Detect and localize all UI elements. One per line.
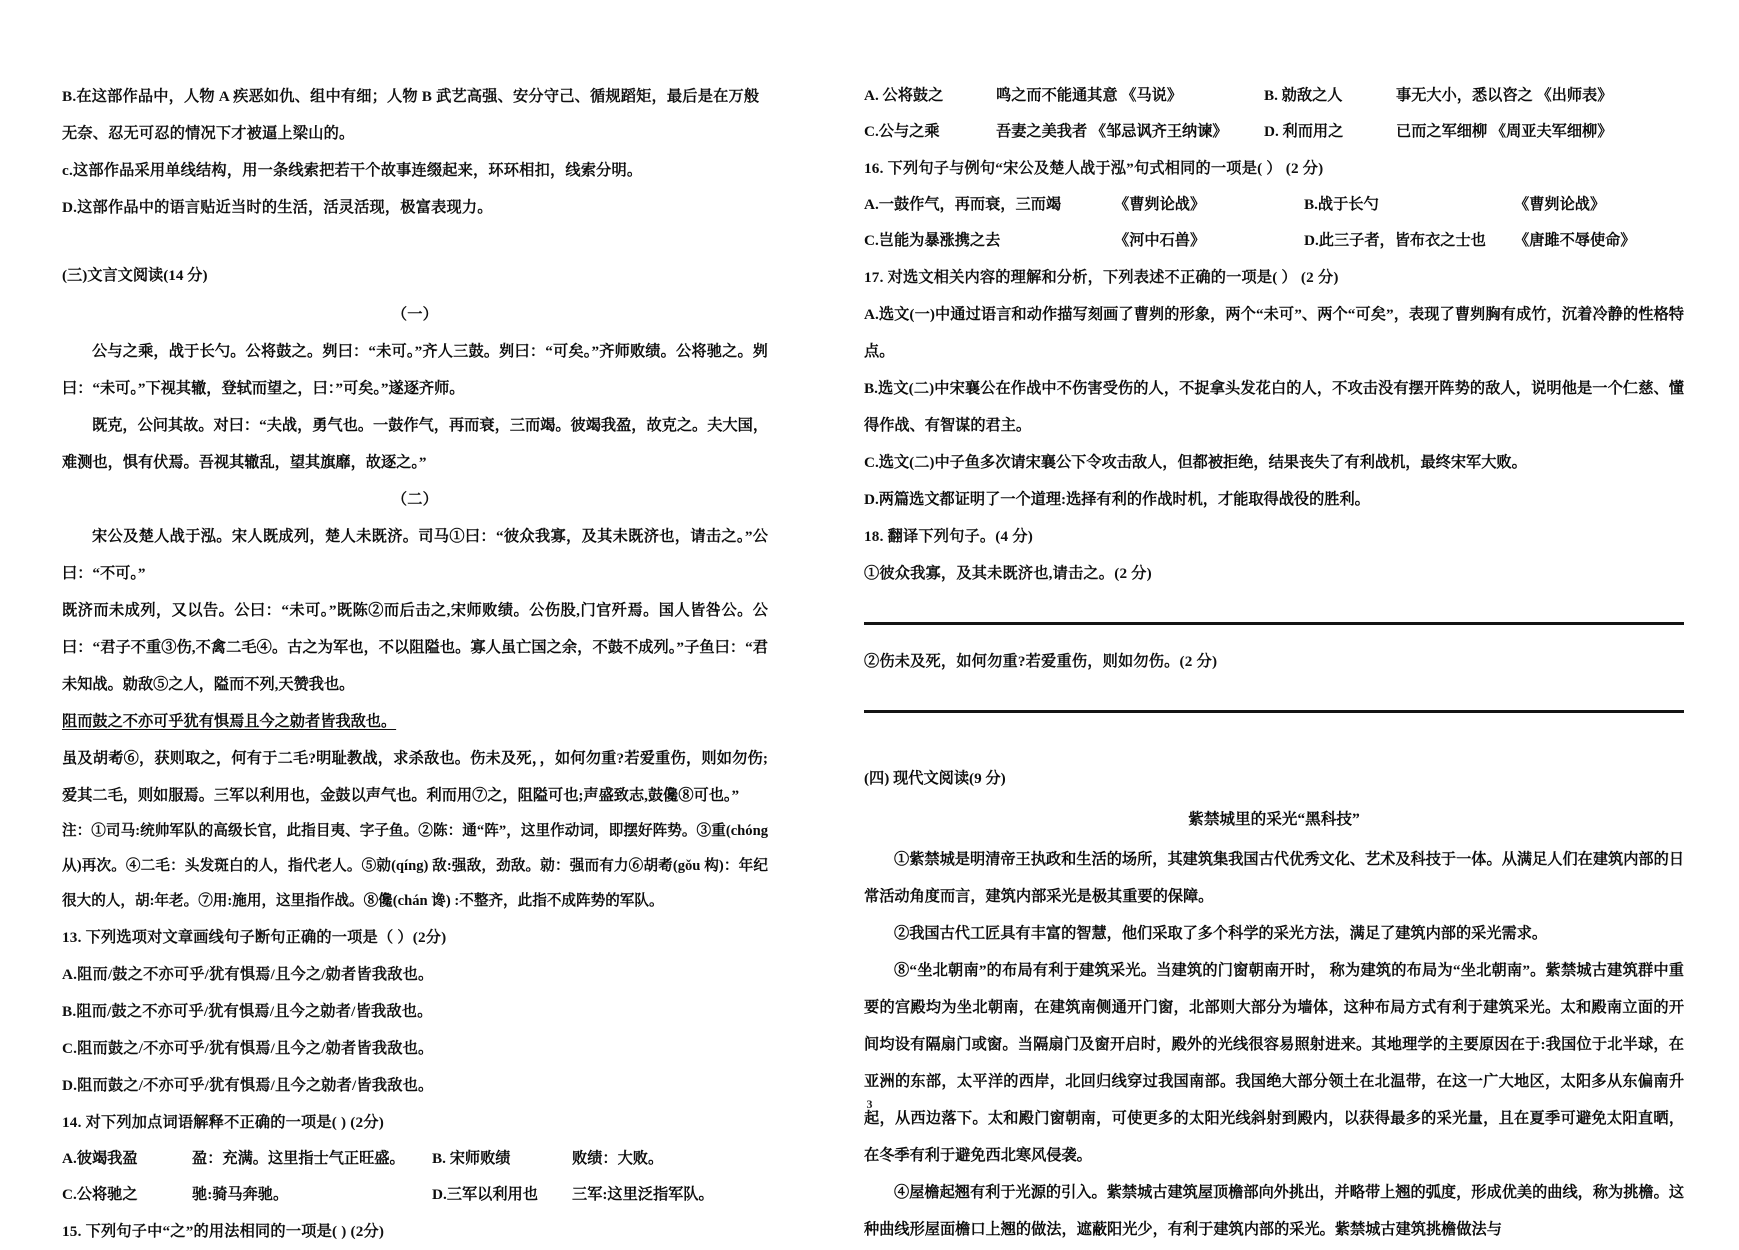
passage-two-notes: 注：①司马:统帅军队的高级长官，此指目夷、字子鱼。②陈：通“阵”，这里作动词，即摆好阵势。③重(chóng 从)再次。④二毛：头发斑白的人，指代老人。⑤勍(qíng) 敌:强敌，劲敌。勍：强而有力⑥胡耇(gǒu 构)：年纪很大的人，胡:年老。⑦用:施用，这里指作战。⑧儳(chán 谗) :不整齐，此指不成阵势的军队。 [62,823,768,909]
question-14-stem: 14. 对下列加点词语解释不正确的一项是( ) (2分) [62,1114,384,1131]
question-15-stem: 15. 下列句子中“之”的用法相同的一项是( ) (2分) [62,1223,385,1240]
question-14-row-1 [62,1141,768,1177]
right-column [864,78,1684,1238]
question-13-option-d[interactable]: D.阻而鼓之/不亦可乎/犹有惧焉/且今之勍者/皆我敌也。 [62,1077,434,1094]
modern-passage-para-2: ②我国古代工匠具有丰富的智慧，他们采取了多个科学的采光方法，满足了建筑内部的采光需求。 [894,925,1548,942]
question-15-option-d[interactable]: D. 利而用之 [1264,123,1344,140]
passage-one-para-2: 既克，公问其故。对曰：“夫战，勇气也。一鼓作气，再而衰，三而竭。彼竭我盈，故克之。夫大国，难测也，惧有伏焉。吾视其辙乱，望其旗靡，故逐之。” [62,417,768,471]
passage-two-label: （二） [391,491,439,508]
spacer [864,713,1684,759]
question-17-option-d[interactable]: D.两篇选文都证明了一个道理:选择有利的作战时机，才能取得战役的胜利。 [864,491,1370,508]
question-14-option-d[interactable]: D.三军以利用也 [432,1186,538,1203]
question-15-option-c-example: 吾妻之美我者 《邹忌讽齐王纳谏》 [996,123,1228,140]
question-16-row-2 [864,223,1684,259]
question-17-option-a[interactable]: A.选文(一)中通过语言和动作描写刻画了曹刿的形象，两个“未可”、两个“可矣”，表现了曹刿胸有成竹，沉着冷静的性格特点。 [864,306,1684,360]
question-17-stem: 17. 对选文相关内容的理解和分析，下列表述不正确的一项是( ） (2 分) [864,269,1339,286]
question-15-row-1 [864,78,1684,114]
question-16-option-b[interactable]: B.战于长勺 [1304,196,1379,213]
question-15-option-a[interactable]: A. 公将鼓之 [864,87,944,104]
question-16-option-b-source: 《曹刿论战》 [1514,196,1606,213]
section-heading-classical-chinese: (三)文言文阅读(14 分) [62,267,208,284]
passage-one-para-1: 公与之乘，战于长勺。公将鼓之。刿曰：“未可。”齐人三鼓。刿曰：“可矣。”齐师败绩。公将驰之。刿曰：“未可。”下视其辙，登轼而望之，曰：”可矣。”遂逐齐师。 [62,343,768,397]
question-14-option-b[interactable]: B. 宋师败绩 [432,1150,511,1167]
question-13-option-b[interactable]: B.阻而/鼓之不亦可乎/犹有惧焉/且今之勍者/皆我敌也。 [62,1003,433,1020]
page-number: 3 [866,1097,873,1111]
left-column [62,78,768,1240]
question-13-stem: 13. 下列选项对文章画线句子断句正确的一项是（ ）(2分) [62,929,447,946]
passage-one-label: （一） [391,306,439,323]
option-b-line1: B.在这部作品中，人物 A 疾恶如仇、组中有细；人物 B 武艺高强、安分守己、循规蹈矩，最后是在万般 [62,88,760,105]
question-14-option-c[interactable]: C.公将驰之 [62,1186,138,1203]
question-14-row-2 [62,1177,768,1213]
passage-two-para-2: 既济而未成列，又以告。公曰：“未可。”既陈②而后击之,宋师败绩。公伤股,门官歼焉。国人皆咎公。公曰：“君子不重③伤,不禽二毛④。古之为军也，不以阻隘也。寡人虽亡国之余，不鼓不成列。”子鱼曰：“君未知战。勍敌⑤之人，隘而不列,天赞我也。 [62,602,768,693]
question-17-option-b[interactable]: B.选文(二)中宋襄公在作战中不伤害受伤的人，不捉拿头发花白的人，不攻击没有摆开阵势的敌人，说明他是一个仁慈、懂得作战、有智谋的君主。 [864,380,1684,434]
passage-two-para-1: 宋公及楚人战于泓。宋人既成列，楚人未既济。司马①曰：“彼众我寡，及其未既济也，请击之。”公曰：“不可。” [62,528,768,582]
question-16-stem: 16. 下列句子与例句“宋公及楚人战于泓”句式相同的一项是( ） (2 分) [864,160,1324,177]
question-14-option-a[interactable]: A.彼竭我盈 [62,1150,138,1167]
option-c-line: c.这部作品采用单线结构，用一条线索把若干个故事连缀起来，环环相扣，线索分明。 [62,162,643,179]
question-15-row-2 [864,114,1684,150]
question-16-option-d-source: 《唐雎不辱使命》 [1514,232,1636,249]
question-16-option-c-source: 《河中石兽》 [1114,232,1206,249]
question-15-option-c[interactable]: C.公与之乘 [864,123,940,140]
modern-passage-para-1: ①紫禁城是明清帝王执政和生活的场所，其建筑集我国古代优秀文化、艺术及科技于一体。从满足人们在建筑内部的日常活动角度而言，建筑内部采光是极其重要的保障。 [864,851,1684,905]
question-16-option-c[interactable]: C.岂能为暴涨携之去 [864,232,1001,249]
question-17-option-c[interactable]: C.选文(二)中子鱼多次请宋襄公下令攻击敌人，但都被拒绝，结果丧失了有利战机，最终宋军大败。 [864,454,1527,471]
question-14-option-c-gloss: 驰:骑马奔驰。 [192,1186,289,1203]
modern-passage-title: 紫禁城里的采光“黑科技” [1188,811,1360,828]
question-14-option-b-gloss: 败绩：大败。 [572,1150,664,1167]
question-16-row-1 [864,187,1684,223]
question-16-option-a-source: 《曹刿论战》 [1114,196,1206,213]
question-18-item-1: ①彼众我寡，及其未既济也,请击之。(2 分) [864,565,1152,582]
passage-two-underlined-sentence: 阻而鼓之不亦可乎犹有惧焉且今之勍者皆我敌也。 [62,713,397,730]
passage-two-para-3: 虽及胡耇⑥，获则取之，何有于二毛?明耻教战，求杀敌也。伤未及死，，如何勿重?若爱重伤，则如勿伤;爱其二毛，则如服焉。三军以利用也，金鼓以声气也。利而用⑦之，阻隘可也;声盛致志,鼓儳⑧可也。” [62,750,768,804]
option-d-line: D.这部作品中的语言贴近当时的生活，活灵活现，极富表现力。 [62,199,493,216]
question-15-option-b-example: 事无大小，悉以咨之 《出师表》 [1396,87,1613,104]
question-18-stem: 18. 翻译下列句子。(4 分) [864,528,1033,545]
question-15-option-d-example: 已而之军细柳 《周亚夫军细柳》 [1396,123,1613,140]
question-18-item-2: ②伤未及死，如何勿重?若爱重伤，则如勿伤。(2 分) [864,653,1218,670]
modern-passage-para-4: ④屋檐起翘有利于光源的引入。紫禁城古建筑屋顶檐部向外挑出，并略带上翘的弧度，形成优美的曲线，称为挑檐。这种曲线形屋面檐口上翘的做法，遮蔽阳光少，有利于建筑内部的采光。紫禁城古建筑挑檐做法与 [864,1184,1684,1238]
question-13-option-a[interactable]: A.阻而/鼓之不亦可乎/犹有惧焉/且今之/勍者皆我敌也。 [62,966,434,983]
question-16-option-d[interactable]: D.此三子者，皆布衣之士也 [1304,232,1486,249]
question-14-option-a-gloss: 盈：充满。这里指士气正旺盛。 [192,1150,405,1167]
option-b-line2: 无奈、忍无可忍的情况下才被逼上梁山的。 [62,125,355,142]
question-15-option-b[interactable]: B. 勍敌之人 [1264,87,1343,104]
spacer [62,226,768,256]
question-15-option-a-example: 鸣之而不能通其意 《马说》 [996,87,1183,104]
spacer [864,625,1684,643]
question-14-option-d-gloss: 三军:这里泛指军队。 [572,1186,714,1203]
question-16-option-a[interactable]: A.一鼓作气，再而衰，三而竭 [864,196,1062,213]
question-13-option-c[interactable]: C.阻而鼓之/不亦可乎/犹有惧焉/且今之/勍者皆我敌也。 [62,1040,434,1057]
section-heading-modern-reading: (四) 现代文阅读(9 分) [864,770,1006,787]
modern-passage-para-3: ⑧“坐北朝南”的布局有利于建筑采光。当建筑的门窗朝南开时， 称为建筑的布局为“坐北朝南”。紫禁城古建筑群中重要的宫殿均为坐北朝南，在建筑南侧通开门窗，北部则大部分为墙体，这种布局方式有利于建筑采光。太和殿南立面的开间均设有隔扇门或窗。当隔扇门及窗开启时，殿外的光线很容易照射进来。其地理学的主要原因在于:我国位于北半球，在亚洲的东部，太平洋的西岸，北回归线穿过我国南部。我国绝大部分领土在北温带，在这一广大地区，太阳多从东偏南升起，从西边落下。太和殿门窗朝南，可使更多的太阳光线斜射到殿内，以获得最多的采光量，且在夏季可避免太阳直晒，在冬季有利于避免西北寒风侵袭。 [864,962,1684,1164]
